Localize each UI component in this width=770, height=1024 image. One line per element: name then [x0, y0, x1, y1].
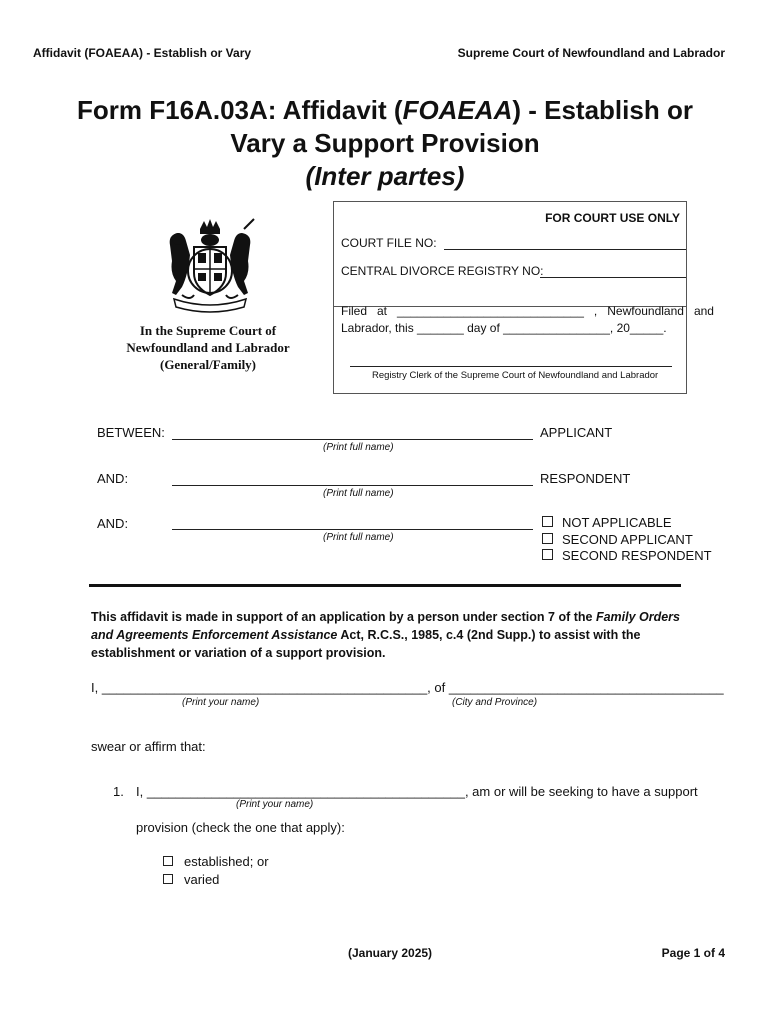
item1-number: 1.	[113, 784, 124, 799]
third-party-options	[542, 515, 712, 565]
page-title-line2: Vary a Support Provision	[230, 128, 540, 158]
option-label: NOT APPLICABLE	[562, 515, 672, 530]
header-right: Supreme Court of Newfoundland and Labrador	[457, 46, 725, 60]
page-title	[0, 94, 770, 127]
title-suffix: ) - Establish or	[512, 95, 693, 125]
option-established[interactable]	[163, 853, 269, 871]
intro-italic: Family Orders and Agreements Enforcement Assistance	[91, 610, 681, 642]
header-left: Affidavit (FOAEAA) - Establish or Vary	[33, 46, 252, 60]
court-use-heading: FOR COURT USE ONLY	[545, 211, 680, 225]
item1-options	[163, 853, 269, 889]
item1-line[interactable]: I, ____________________________________________, am or will be seeking to have a support	[136, 784, 698, 799]
registry-label: CENTRAL DIVORCE REGISTRY NO:	[341, 264, 544, 278]
court-file-field[interactable]	[444, 249, 686, 250]
and-label-1: AND:	[97, 471, 129, 486]
court-name	[108, 322, 308, 373]
option-label: SECOND RESPONDENT	[562, 548, 712, 563]
court-name-line1: In the Supreme Court of	[139, 323, 277, 338]
title-prefix: Form F16A.03A: Affidavit (	[77, 95, 403, 125]
registry-field[interactable]	[540, 277, 686, 278]
respondent-caption: (Print full name)	[323, 488, 394, 499]
clerk-caption: Registry Clerk of the Supreme Court of Newfoundland and Labrador	[372, 370, 659, 381]
applicant-name-field[interactable]	[172, 439, 533, 440]
item1-line2: provision (check the one that apply):	[136, 820, 345, 835]
page-subtitle: (Inter partes)	[305, 161, 465, 191]
respondent-name-field[interactable]	[172, 485, 533, 486]
between-label: BETWEEN:	[97, 425, 165, 440]
applicant-caption: (Print full name)	[323, 442, 394, 453]
filed-line2: Labrador, this _______ day of ________________, 20_____.	[341, 321, 667, 335]
intro-part2: Act, R.C.S., 1985, c.4 (2nd Supp.) to assist with the establishment or variation of a support provision.	[91, 628, 641, 660]
checkbox-icon[interactable]	[163, 856, 173, 866]
deponent-line[interactable]: I, _____________________________________________, of ______________________________________	[91, 680, 724, 695]
intro-paragraph	[91, 608, 691, 662]
clerk-signature-line[interactable]	[350, 366, 672, 367]
deponent-name-caption: (Print your name)	[182, 697, 260, 708]
third-party-caption: (Print full name)	[323, 532, 394, 543]
option-varied[interactable]	[163, 871, 269, 889]
option-label: varied	[184, 872, 220, 887]
court-name-line3: (General/Family)	[159, 357, 257, 372]
court-file-label: COURT FILE NO:	[341, 236, 437, 250]
deponent-city-caption: (City and Province)	[452, 697, 538, 708]
filed-line1: Filed at ____________________________ , Newfoundland and	[341, 304, 714, 318]
option-not-applicable[interactable]	[542, 515, 712, 532]
option-second-applicant[interactable]	[542, 532, 712, 549]
applicant-label: APPLICANT	[540, 425, 613, 440]
footer-date: (January 2025)	[348, 946, 433, 960]
court-use-box	[333, 201, 714, 394]
checkbox-icon[interactable]	[163, 874, 173, 884]
checkbox-icon[interactable]	[542, 549, 553, 560]
third-party-name-field[interactable]	[172, 529, 533, 530]
section-divider	[89, 584, 681, 587]
respondent-label: RESPONDENT	[540, 471, 631, 486]
option-second-respondent[interactable]	[542, 548, 712, 565]
title-italic: FOAEAA	[402, 95, 513, 125]
and-label-2: AND:	[97, 516, 129, 531]
checkbox-icon[interactable]	[542, 533, 553, 544]
footer-page: Page 1 of 4	[661, 946, 725, 960]
swear-text: swear or affirm that:	[91, 739, 206, 754]
coat-of-arms-seal	[160, 215, 260, 315]
checkbox-icon[interactable]	[542, 516, 553, 527]
option-label: SECOND APPLICANT	[562, 531, 693, 547]
intro-part1: This affidavit is made in support of an application by a person under section 7 of the	[91, 610, 596, 624]
item1-name-caption: (Print your name)	[236, 799, 314, 810]
option-label: established; or	[184, 854, 269, 869]
court-name-line2: Newfoundland and Labrador	[126, 340, 290, 355]
